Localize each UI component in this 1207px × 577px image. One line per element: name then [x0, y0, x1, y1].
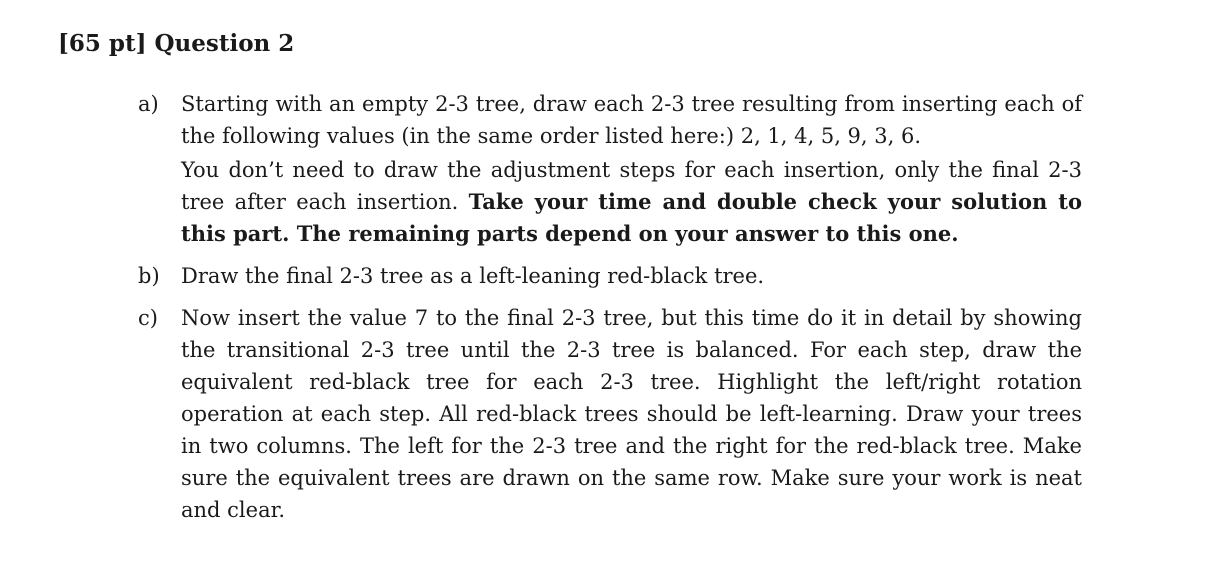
question-part-c: [132, 302, 1082, 526]
part-a-paragraph-2: [181, 154, 1082, 250]
part-a-paragraph-1: Starting with an empty 2-3 tree, draw each 2-3 tree resulting from inserting each of the following values (in the same order listed here:) 2, 1, 4, 5, 9, 3, 6.: [181, 92, 1082, 148]
question-heading: [65 pt] Question 2: [58, 30, 295, 57]
question-part-b: [132, 260, 1082, 292]
part-a-instruction-text: You don’t need to draw the adjustment steps for each insertion, only the final 2-3 tree after each insertion.: [181, 158, 1082, 214]
part-b-marker: b): [138, 264, 160, 288]
part-b-body: [181, 260, 1082, 292]
part-a-marker: a): [138, 92, 159, 116]
part-c-text: Now insert the value 7 to the final 2-3 tree, but this time do it in detail by showing the transitional 2-3 tree until the 2-3 tree is balanced. For each step, draw the equivalent red-black tree for each 2-3 tree. Highlight the left/right rotation operation at each step. All red-black trees should be left-learning. Draw your trees in two columns. The left for the 2-3 tree and the right for the red-black tree. Make sure the equivalent trees are drawn on the same row. Make sure your work is neat and clear.: [181, 306, 1082, 522]
question-part-a: [132, 88, 1082, 250]
part-b-text: Draw the final 2-3 tree as a left-leaning red-black tree.: [181, 264, 765, 288]
part-a-body: [181, 88, 1082, 250]
part-c-marker: c): [138, 306, 158, 330]
part-a-emphasis-text: Take your time and double check your solution to this part. The remaining parts depend on your answer to this one.: [181, 189, 1082, 246]
part-c-body: [181, 302, 1082, 526]
